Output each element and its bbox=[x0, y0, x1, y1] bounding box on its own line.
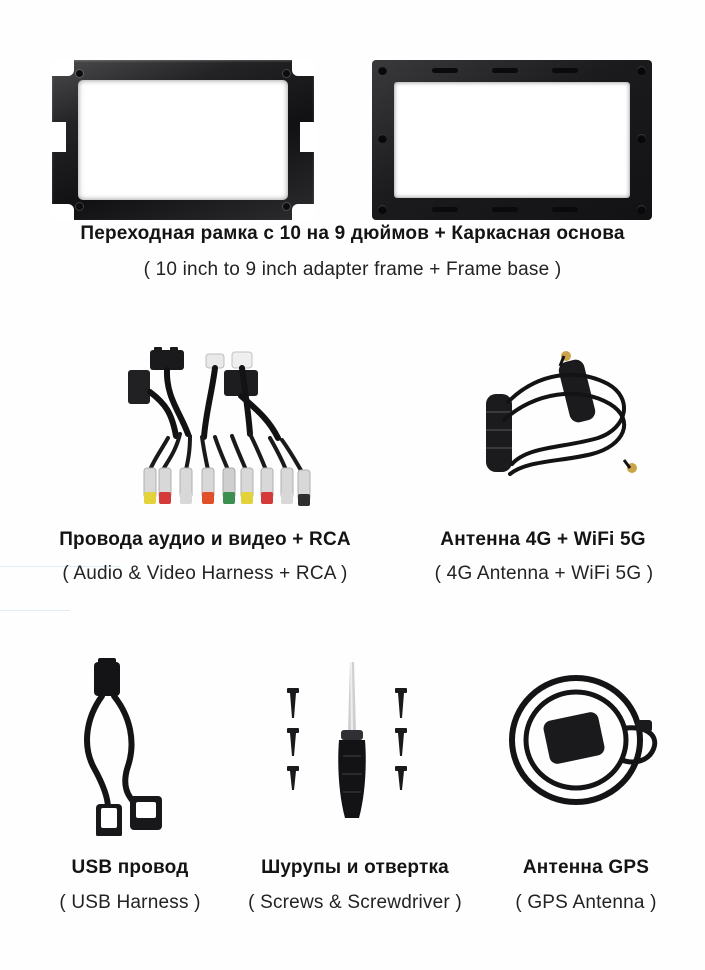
frames-image-row bbox=[0, 28, 705, 198]
caption-frames-en: ( 10 inch to 9 inch adapter frame + Frame base ) bbox=[143, 259, 562, 280]
caption-usb-en: ( USB Harness ) bbox=[59, 892, 201, 913]
vent-slot bbox=[432, 207, 458, 212]
screw-hole-icon bbox=[283, 203, 290, 210]
caption-screws-ru: Шурупы и отвертка bbox=[261, 857, 449, 878]
caption-usb-ru: USB провод bbox=[71, 857, 189, 878]
4g-wifi-antenna-image bbox=[468, 342, 678, 532]
vent-slot bbox=[432, 68, 458, 73]
caption-gps-ru: Антенна GPS bbox=[522, 857, 650, 878]
vent-slot bbox=[552, 68, 578, 73]
mount-hole-icon bbox=[378, 205, 387, 214]
caption-frames-ru: Переходная рамка с 10 на 9 дюймов + Каркасная основа bbox=[80, 223, 625, 244]
frame-notch bbox=[52, 60, 74, 76]
caption-antenna-ru: Антенна 4G + WiFi 5G bbox=[440, 529, 646, 550]
frame-notch bbox=[292, 204, 314, 220]
watermark-line bbox=[0, 610, 70, 611]
usb-harness-image bbox=[52, 656, 232, 836]
mount-hole-icon bbox=[637, 66, 646, 75]
caption-antenna-en: ( 4G Antenna + WiFi 5G ) bbox=[434, 563, 654, 584]
caption-gps-en: ( GPS Antenna ) bbox=[515, 892, 657, 913]
frame-notch bbox=[292, 60, 314, 76]
screw-hole-icon bbox=[283, 70, 290, 77]
mount-hole-icon bbox=[378, 66, 387, 75]
screw-hole-icon bbox=[76, 70, 83, 77]
section-accessories bbox=[0, 648, 705, 948]
frame-base-image bbox=[372, 60, 652, 220]
screws-screwdriver-image bbox=[255, 656, 455, 836]
caption-screws-en: ( Screws & Screwdriver ) bbox=[248, 892, 462, 913]
screw-hole-icon bbox=[76, 203, 83, 210]
mount-hole-icon bbox=[637, 205, 646, 214]
vent-slot bbox=[552, 207, 578, 212]
section-frames bbox=[0, 0, 705, 300]
frame-notch bbox=[52, 204, 74, 220]
frame-tab bbox=[300, 122, 316, 152]
caption-harness-en: ( Audio & Video Harness + RCA ) bbox=[62, 563, 348, 584]
audio-video-harness-image bbox=[120, 342, 380, 532]
adapter-frame-image bbox=[52, 60, 314, 220]
caption-harness-ru: Провода аудио и видео + RCA bbox=[59, 529, 351, 550]
mount-hole-icon bbox=[378, 134, 387, 143]
vent-slot bbox=[492, 207, 518, 212]
section-harness-antenna bbox=[0, 322, 705, 602]
mount-hole-icon bbox=[637, 134, 646, 143]
frame-tab bbox=[50, 122, 66, 152]
vent-slot bbox=[492, 68, 518, 73]
gps-antenna-image bbox=[490, 656, 680, 836]
